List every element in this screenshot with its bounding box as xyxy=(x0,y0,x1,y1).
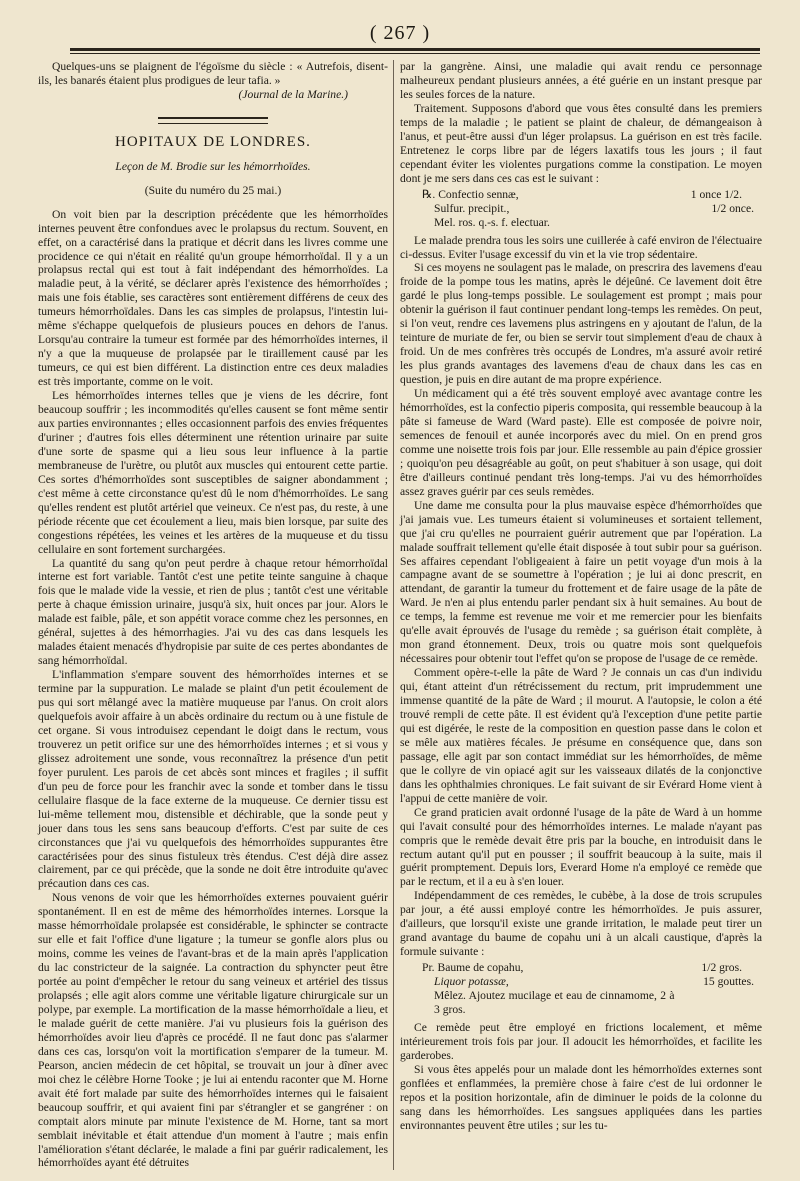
paragraph: Une dame me consulta pour la plus mauvaise espèce d'hémorrhoïdes que j'ai jamais vue. Les tumeurs étaient si volumineuses et sortaient tellement, que j'ai cru qu'elles ne pourraient guérir autrement que par l'opération. La malade souffrait tellement qu'elle était disposée à tout subir pour sa guérison. Ses affaires cependant l'obligeaient à faire un petit voyage d'un mois à la campagne avant de se soumettre à l'opération ; je lui ai donc prescrit, en attendant, de garantir la tumeur du frottement et de faire usage de la pâte de Ward. Je n'en ai plus entendu parler pendant six à huit semaines. Au bout de ce temps, la femme est revenue me voir et me remercier pour les bienfaits qu'elle avait éprouvés de l'usage du remède ; sa guérison était complète, à mon grand étonnement. Deux, trois ou quatre mois sont quelquefois nécessaires pour obtenir tout l'effet qu'on se propose de l'usage de ce remède. xyxy=(400,498,762,666)
paragraph: Indépendamment de ces remèdes, le cubèbe, à la dose de trois scrupules par jour, a été aussi employé contre les hémorrhoïdes. Je puis assurer, d'ailleurs, que lorsqu'il existe une grande irritation, le malade peut tirer un grand avantage du baume de copahu uni à un alcali caustique, d'après la formule suivante : xyxy=(400,889,762,959)
prescription-row: Pr. Baume de copahu, 1/2 gros. xyxy=(422,961,742,975)
paragraph: Traitement. Supposons d'abord que vous êtes consulté dans les premiers temps de la maladie ; le patient se plaint de chaleur, de démangeaison à l'anus, et peut-être aussi d'un léger prolapsus. La guérison en est très facile. Entretenez le corps libre par de légers laxatifs tous les jours ; il faut cependant éviter les violentes purgations comme la constipation. Le moyen dont je me sers dans ces cas est le suivant : xyxy=(400,101,762,185)
header-rule xyxy=(70,48,760,54)
ornament-rule xyxy=(38,114,388,128)
lecture-subtitle: Leçon de M. Brodie sur les hémorrhoïdes. xyxy=(115,159,311,173)
article-heading: HOPITAUX DE LONDRES. xyxy=(115,133,311,150)
paragraph: Ce grand praticien avait ordonné l'usage de la pâte de Ward à un homme qui l'avait consulté pour des hémorrhoïdes internes. Le malade n'ayant pas compris que le remède devait être pris par la bouche, en introduisit dans le rectum autant qu'il put en pousser ; il souffrit beaucoup à la suite, mais il guérit promptement. Depuis lors, Everard Home n'a employé ce remède que par le rectum, et il a eu à s'en louer. xyxy=(400,805,762,889)
column-divider xyxy=(393,60,394,1170)
paragraph: Ce remède peut être employé en frictions localement, et même intérieurement trois fois par jour. Il adoucit les hémorrhoïdes, et facilite les garderobes. xyxy=(400,1021,762,1063)
paragraph: Comment opère-t-elle la pâte de Ward ? Je connais un cas d'un individu qui, étant atteint d'un rétrécissement du rectum, prit imprudemment une immense quantité de la pâte de Ward ; il mourut. A l'autopsie, le colon a été trouvé rempli de cette pâte. Il est évident qu'à l'exception d'une petite partie qui est digérée, le reste de la composition en question passe dans le colon et se mêle aux matières fécales. Je présume en conséquence que, dans son passage, elle agit par son contact immédiat sur les hémorrhoïdes, de même que le collyre de vin opiacé agit sur les vaisseaux dilatés de la conjonctive dans les ophthalmies chroniques. Le fait suivant de sir Evérard Home vient à l'appui de cette manière de voir. xyxy=(400,666,762,805)
prescription-row: Mêlez. Ajoutez mucilage et eau de cinnamome, 2 à 3 gros. xyxy=(434,989,675,1017)
paragraph: Si vous êtes appelés pour un malade dont les hémorrhoïdes externes sont gonflées et enflammées, la première chose à faire c'est de lui ordonner le repos et la position horizontale, afin de diminuer le poids de la colonne du sang dans les hémorrhoïdes. Les sangsues appliquées dans les parties environnantes peuvent être utiles ; sur les tu- xyxy=(400,1063,762,1132)
right-column xyxy=(400,60,762,1133)
intro-quote: Quelques-uns se plaignent de l'égoïsme du siècle : « Autrefois, disent-ils, les banarés étaient plus prodigues de leur tafia. » xyxy=(38,60,388,87)
left-column xyxy=(38,60,388,1170)
prescription-row: Sulfur. precipit., 1/2 once. xyxy=(434,201,754,215)
prescription-row: ℞. Confectio sennæ, 1 once 1/2. xyxy=(422,187,742,201)
page-number: ( 267 ) xyxy=(369,22,431,44)
paragraph: Les hémorrhoïdes internes telles que je viens de les décrire, font beaucoup souffrir ; les incommodités qu'elles causent se font même sentir aux parties environnantes ; elles occasionnent parfois des envies fréquentes d'uriner ; d'autres fois elles déterminent une rétention urinaire par suite d'une sorte de spasme qui a lieu sous leur influence à la partie membraneuse de l'urètre, ou plutôt aux muscles qui entourent cette partie. Ces sortes d'hémorrhoïdes sont susceptibles de saigner abondamment ; c'est même à cette circonstance qu'est dû le nom d'hémorrhoïdes. Le sang qu'elles rendent est plutôt artériel que veineux. Ce n'est pas, du reste, à une période récente que cet écoulement a lieu, mais bien lorsque, par suite des congestions répétées, les veines et les artères de la muqueuse et du tissu cellulaire en sont fortement surchargées. xyxy=(38,389,388,556)
paragraph: La quantité du sang qu'on peut perdre à chaque retour hémorrhoïdal interne est fort variable. Tantôt c'est une petite teinte sanguine à chaque fois que le malade vide la vessie, et rien de plus ; tantôt c'est une véritable perte à chaque émission urinaire, jusqu'à six, huit onces par jour. Alors le malade est faible, pâle, et son appétit vorace comme chez les personnes, en général, sujettes à des hémorrhagies. J'ai vu des cas dans lesquels les malades étaient menacés d'hydropisie par suite de ces pertes abondantes de sang hémorrhoïdal. xyxy=(38,556,388,668)
prescription-row: Liquor potassæ, 15 gouttes. xyxy=(434,975,754,989)
prescription-2 xyxy=(422,961,762,1017)
paragraph: Le malade prendra tous les soirs une cuillerée à café environ de l'électuaire ci-dessus. Eviter l'usage excessif du vin et la vie trop sédentaire. xyxy=(400,233,762,261)
paragraph: Un médicament qui a été très souvent employé avec avantage contre les hémorrhoïdes, est la confectio piperis composita, qui ressemble beaucoup à la pâte si fameuse de Ward (Ward paste). Elle est composée de poivre noir, semences de fenouil et aunée incorporés avec du miel. On en prend gros comme une noisette trois fois par jour. Elle ressemble au pain d'épice grossier ; quoiqu'on peu désagréable au goût, on peut s'habituer à son usage, qui doit être d'ailleurs continué pendant très long-temps. J'ai vu des hémorrhoïdes assez graves guérir par ces seuls remèdes. xyxy=(400,387,762,498)
paragraph: Si ces moyens ne soulagent pas le malade, on prescrira des lavemens d'eau froide de la pompe tous les matins, après le déjeûné. Ce lavement doit être gardé le plus long-temps possible. Le soulagement est prompt ; mais pour obtenir la guérison il faut continuer pendant long-temps les remèdes. On peut, si l'on veut, rendre ces lavemens plus astringens en y ajoutant de l'alun, de la teinture de muriate de fer, ou bien se servir tout simplement d'eau de chaux à froid. Un de mes confrères très occupés de Londres, m'a assuré avoir retiré les plus grands avantages des lavemens d'eau de chaux dans les cas en question, je puis en dire autant de ma propre expérience. xyxy=(400,261,762,387)
continuation-note: (Suite du numéro du 25 mai.) xyxy=(144,183,282,197)
paragraph: par la gangrène. Ainsi, une maladie qui avait rendu ce personnage malheureux pendant plusieurs années, a été guérie en un instant presque par les seules forces de la nature. xyxy=(400,60,762,101)
prescription-1 xyxy=(422,188,762,230)
paragraph: On voit bien par la description précédente que les hémorrhoïdes internes peuvent être confondues avec le prolapsus du rectum. Souvent, en effet, on a caractérisé dans la pratique et décrit dans les livres comme une procidence ce qui n'était en réalité qu'un groupe hémorrhoïdal. Il y a un prolapsus rectal qui est tout à fait indépendant des hémorrhoïdes. La maladie peut, à la vérité, se déclarer après l'existence des hémorrhoïdes ; mais une fois établie, ses caractères sont entièrement différens de ceux des tumeurs hémorrhoïdales. Dans les cas simples de prolapsus, l'intestin lui-même s'échappe quelquefois de plusieurs pouces en dehors de l'anus. Lorsqu'au contraire la tumeur est formée par des hémorrhoïdes internes, il n'y a que la muqueuse de prolapsée par le tiraillement causé par les tumeurs, ce qui est bien différent. La distinction entre ces deux maladies est très importante, comme on le voit. xyxy=(38,207,388,389)
paragraph: Nous venons de voir que les hémorrhoïdes externes pouvaient guérir spontanément. Il en est de même des hémorrhoïdes internes. Lorsque la masse hémorrhoïdale prolapsée est considérable, le sphincter se contracte sur elle et fait l'office d'une ligature ; la tumeur se gonfle alors plus ou moins, comme les veines de l'avant-bras et de la main après l'application du lac constricteur de la saignée. La contraction du sphyncter peut être portée au point d'empêcher le retour du sang veineux et artériel des tissus prolapsés ; elle agit alors comme une véritable ligature chirurgicale sur un polype, par exemple. La mortification de la masse hémorrhoïdale a lieu, et le malade guérit de cette manière. J'ai vu plusieurs fois la guérison des hémorrhoïdes avoir lieu d'après ce procédé. Il ne faut donc pas s'alarmer dans ces cas, lorsqu'on voit la mortification s'emparer de la tumeur. M. Pearson, ancien médecin de cet hôpital, se trouvait un jour à dîner avec moi chez le célèbre Horne Tooke ; je lui ai entendu raconter que M. Horne avait été fort malade par suite des hémorrhoïdes internes qui le faisaient beaucoup souffrir, et qui avaient fini par s'étrangler et se gangréner : on comptait alors minute par minute l'existence de M. Horne, tant sa mort semblait inévitable et était attendue d'un moment à l'autre ; mais enfin l'amélioration s'étant déclarée, le malade a fini par guérir radicalement, les hémorrhoïdes ayant été détruites xyxy=(38,891,388,1170)
paragraph: L'inflammation s'empare souvent des hémorrhoïdes internes et se termine par la suppuration. Le malade se plaint d'un petit écoulement de pus qui sort mêlangé avec la matière muqueuse par l'anus. On croit alors quelquefois avoir affaire à un abcès ordinaire du rectum ou à une fistule de cet organe. Si vous introduisez cependant le doigt dans le rectum, vous trouverez un petit orifice sur une des hémorrhoïdes internes ; et si vous y glissez adroitement une sonde, vous reconnaîtrez la présence d'un petit foyer purulent. Les parois de cet abcès sont minces et fragiles ; il suffit d'un peu de force pour les franchir avec la sonde et tomber dans le tissu cellulaire flasque de la face externe de la muqueuse. Ce dernier tissu est lui-même tellement mou, distensible et déchirable, que la sonde peut y jouer dans tous les sens sans beaucoup d'efforts. C'est par suite de ces circonstances que j'ai vu quelquefois des hémorrhoïdes suppurantes être caractérisées pour des sinus fistuleux très étendus. C'est déjà dire assez clairement, par ce qui précède, que la sonde ne doit être introduite qu'avec précaution dans ces cas. xyxy=(38,668,388,891)
quote-source: (Journal de la Marine.) xyxy=(238,87,348,101)
prescription-row: Mel. ros. q.-s. f. electuar. xyxy=(434,215,550,229)
